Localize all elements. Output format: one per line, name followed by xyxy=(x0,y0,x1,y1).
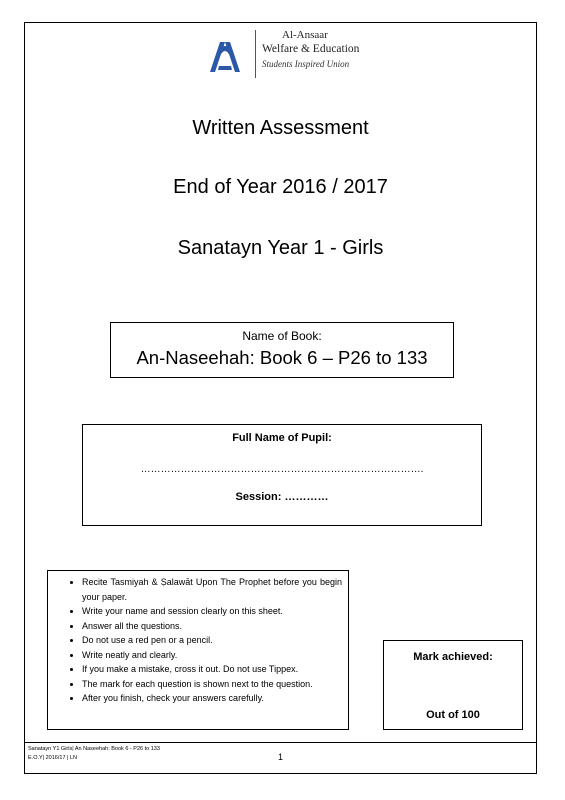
footer-line-1: Sanatayn Y1 Girls| An Naseehah: Book 6 - P26 to 133 xyxy=(28,746,160,752)
instruction-item: • Write neatly and clearly. xyxy=(82,648,342,663)
assessment-period: End of Year 2016 / 2017 xyxy=(173,176,388,198)
book-name-label: Name of Book: xyxy=(242,329,322,343)
instruction-item: • Write your name and session clearly on this sheet. xyxy=(82,604,342,619)
instruction-item: • Do not use a red pen or a pencil. xyxy=(82,633,342,648)
logo-line-2: Welfare & Education xyxy=(262,43,360,55)
instruction-item: • After you finish, check your answers carefully. xyxy=(82,691,342,706)
mark-achieved-box xyxy=(383,640,523,730)
logo-divider xyxy=(255,30,256,78)
book-name-value: An-Naseehah: Book 6 – P26 to 133 xyxy=(136,347,428,368)
session-field[interactable]: Session: ………… xyxy=(235,491,329,503)
instruction-item: • If you make a mistake, cross it out. Do not use Tippex. xyxy=(82,662,342,677)
page-number: 1 xyxy=(278,752,284,762)
assessment-title: Written Assessment xyxy=(192,117,369,139)
pupil-name-label: Full Name of Pupil: xyxy=(232,432,332,444)
footer-line-2: E.O.Y| 2016/17 | LN xyxy=(28,755,78,761)
assessment-class: Sanatayn Year 1 - Girls xyxy=(177,237,384,259)
instruction-item: • The mark for each question is shown next to the question. xyxy=(82,677,342,692)
instructions-box xyxy=(47,570,349,730)
mark-achieved-label: Mark achieved: xyxy=(413,651,493,663)
logo-emblem-icon xyxy=(206,34,244,74)
footer-divider xyxy=(24,742,537,743)
logo-line-3: Students Inspired Union xyxy=(262,59,350,69)
pupil-name-field[interactable]: …………………………………………………………………………. xyxy=(140,464,424,475)
instructions-list xyxy=(48,575,342,706)
instruction-item: • Answer all the questions. xyxy=(82,619,342,634)
logo-line-1: Al-Ansaar xyxy=(282,29,328,41)
footer-info xyxy=(28,745,160,763)
pupil-details-box xyxy=(82,424,482,526)
book-name-box xyxy=(110,322,454,378)
mark-out-of: Out of 100 xyxy=(426,709,480,721)
instruction-item: • Recite Tasmiyah & Ṣalawāt Upon The Prophet before you begin your paper. xyxy=(82,575,342,604)
logo-text xyxy=(262,28,372,71)
organisation-logo xyxy=(200,28,370,80)
